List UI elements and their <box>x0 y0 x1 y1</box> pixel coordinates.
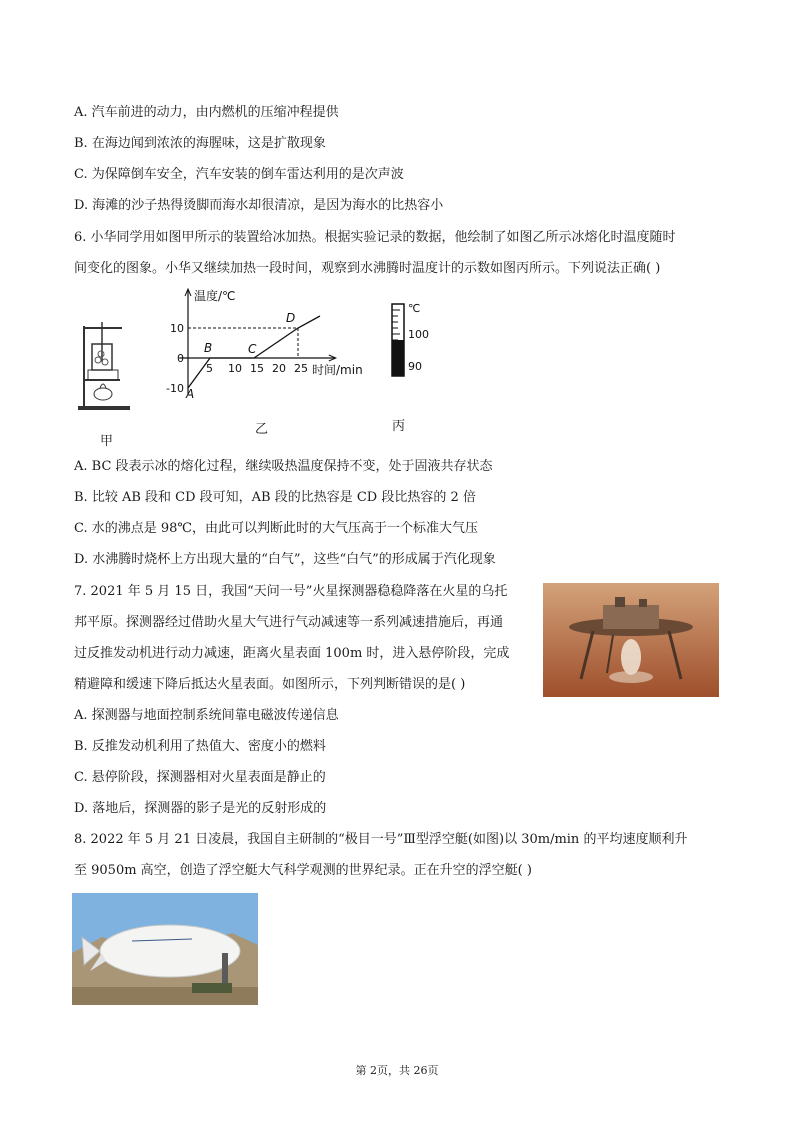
x-tick-label: 5 <box>206 362 213 375</box>
y-tick-label: -10 <box>166 382 184 395</box>
y-tick-label: 0 <box>177 352 184 365</box>
airship-photo <box>72 893 258 1005</box>
q6-option-b: B. 比较 AB 段和 CD 段可知，AB 段的比热容是 CD 段比热容的 2 倍 <box>74 490 476 505</box>
q7-stem-line2: 邦平原。探测器经过借助火星大气进行气动减速等一系列减速措施后，再通 <box>74 615 504 630</box>
q6-stem-line1: 6. 小华同学用如图甲所示的装置给冰加热。根据实验记录的数据，他绘制了如图乙所示冰熔化时温度随时 <box>74 230 676 245</box>
q8-stem-line1: 8. 2022 年 5 月 21 日凌晨，我国自主研制的“极目一号”Ⅲ型浮空艇(如图)以 30m/min 的平均速度顺利升 <box>74 832 688 847</box>
point-label-a: A <box>186 387 195 401</box>
figure-label-jia: 甲 <box>100 434 114 449</box>
q5-option-d: D. 海滩的沙子热得烫脚而海水却很清凉，是因为海水的比热容小 <box>74 198 444 213</box>
q6-stem-line2: 间变化的图象。小华又继续加热一段时间，观察到水沸腾时温度计的示数如图丙所示。下列说法正确( ) <box>74 261 661 276</box>
point-label-b: B <box>204 341 213 355</box>
thermometer-figure <box>380 296 440 382</box>
q5-option-b: B. 在海边闻到浓浓的海腥味，这是扩散现象 <box>74 136 326 151</box>
q7-stem-line1: 7. 2021 年 5 月 15 日，我国“天问一号”火星探测器稳稳降落在火星的乌托 <box>74 584 508 599</box>
figure-label-yi: 乙 <box>255 422 269 437</box>
x-tick-label: 25 <box>294 362 308 375</box>
x-tick-label: 15 <box>250 362 264 375</box>
q7-option-b: B. 反推发动机利用了热值大、密度小的燃料 <box>74 739 326 754</box>
x-axis-label: 时间/min <box>312 363 363 377</box>
page-footer: 第 2页，共 26页 <box>355 1064 439 1077</box>
mars-lander-photo <box>543 583 719 697</box>
x-tick-label: 20 <box>272 362 286 375</box>
q6-option-a: A. BC 段表示冰的熔化过程，继续吸热温度保持不变，处于固液共存状态 <box>74 459 493 474</box>
thermometer-unit: ℃ <box>408 302 421 315</box>
figure-label-bing: 丙 <box>392 419 406 434</box>
thermometer-label-90: 90 <box>408 360 422 373</box>
ice-melting-chart <box>160 286 370 404</box>
q5-option-c: C. 为保障倒车安全，汽车安装的倒车雷达利用的是次声波 <box>74 167 404 182</box>
q7-option-c: C. 悬停阶段，探测器相对火星表面是静止的 <box>74 770 326 785</box>
q7-stem-line4: 精避障和缓速下降后抵达火星表面。如图所示，下列判断错误的是( ) <box>74 677 466 692</box>
q7-option-a: A. 探测器与地面控制系统间靠电磁波传递信息 <box>74 708 339 723</box>
thermometer-label-100: 100 <box>408 328 429 341</box>
y-axis-label: 温度/℃ <box>194 289 236 303</box>
point-label-d: D <box>286 311 296 325</box>
q6-option-c: C. 水的沸点是 98℃，由此可以判断此时的大气压高于一个标准大气压 <box>74 521 478 536</box>
y-tick-label: 10 <box>170 322 184 335</box>
heating-apparatus-figure <box>74 318 134 413</box>
q6-option-d: D. 水沸腾时烧杯上方出现大量的“白气”，这些“白气”的形成属于汽化现象 <box>74 552 496 567</box>
q5-option-a: A. 汽车前进的动力，由内燃机的压缩冲程提供 <box>74 105 339 120</box>
q8-stem-line2: 至 9050m 高空，创造了浮空艇大气科学观测的世界纪录。正在升空的浮空艇( ) <box>74 863 532 878</box>
q7-option-d: D. 落地后，探测器的影子是光的反射形成的 <box>74 801 327 816</box>
point-label-c: C <box>248 342 257 356</box>
q7-stem-line3: 过反推发动机进行动力减速，距离火星表面 100m 时，进入悬停阶段，完成 <box>74 646 510 661</box>
x-tick-label: 10 <box>228 362 242 375</box>
